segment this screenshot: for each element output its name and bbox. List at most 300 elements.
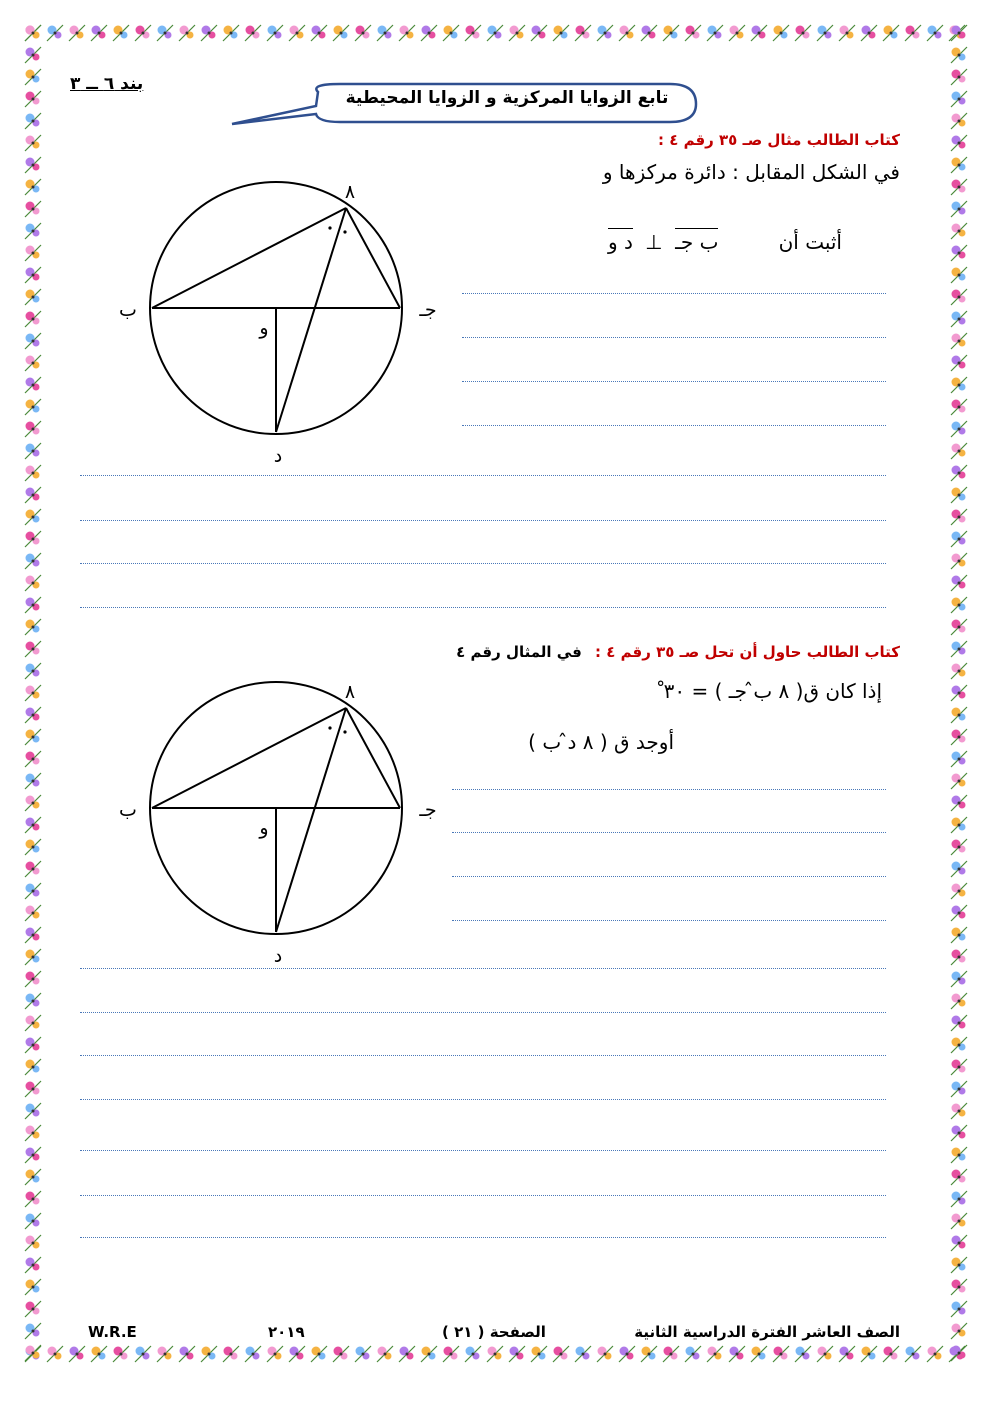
- flower-center: [274, 32, 277, 35]
- flower-center: [32, 758, 35, 761]
- flower-center: [958, 230, 961, 233]
- flower-ornament: [951, 531, 967, 547]
- flower-center: [670, 1353, 673, 1356]
- footer-course: الصف العاشر الفترة الدراسية الثانية: [634, 1323, 900, 1341]
- flower-center: [494, 1353, 497, 1356]
- flower-ornament: [773, 25, 789, 41]
- flower-ornament: [25, 817, 41, 833]
- flower-center: [958, 692, 961, 695]
- flower-center: [32, 54, 35, 57]
- flower-center: [626, 1353, 629, 1356]
- flower-center: [958, 626, 961, 629]
- angle-mark: [343, 730, 346, 733]
- flower-center: [32, 120, 35, 123]
- flower-center: [32, 1132, 35, 1135]
- flower-center: [958, 54, 961, 57]
- flower-ornament: [135, 1346, 151, 1362]
- flower-ornament: [25, 861, 41, 877]
- flower-center: [32, 1066, 35, 1069]
- flower-center: [958, 1110, 961, 1113]
- flower-ornament: [751, 1346, 767, 1362]
- flower-center: [958, 1000, 961, 1003]
- flower-ornament: [951, 333, 967, 349]
- flower-ornament: [399, 25, 415, 41]
- flower-center: [32, 450, 35, 453]
- flower-ornament: [773, 1346, 789, 1362]
- flower-center: [32, 670, 35, 673]
- flower-center: [958, 76, 961, 79]
- flower-center: [958, 428, 961, 431]
- flower-ornament: [553, 25, 569, 41]
- exercise-heading-suffix: في المثال رقم ٤: [456, 643, 582, 661]
- flower-center: [32, 76, 35, 79]
- flower-center: [32, 626, 35, 629]
- flower-ornament: [951, 1279, 967, 1295]
- flower-ornament: [951, 201, 967, 217]
- footer-author: W.R.E: [88, 1323, 137, 1341]
- flower-center: [230, 32, 233, 35]
- flower-ornament: [905, 25, 921, 41]
- flower-ornament: [951, 751, 967, 767]
- flower-ornament: [951, 1323, 967, 1339]
- flower-ornament: [91, 25, 107, 41]
- flower-ornament: [597, 25, 613, 41]
- flower-center: [780, 1353, 783, 1356]
- flower-center: [32, 142, 35, 145]
- flower-ornament: [951, 707, 967, 723]
- flower-center: [958, 978, 961, 981]
- flower-center: [32, 340, 35, 343]
- flower-ornament: [333, 25, 349, 41]
- flower-center: [958, 1264, 961, 1267]
- label-d: د: [273, 945, 283, 967]
- flower-ornament: [25, 597, 41, 613]
- flower-center: [846, 1353, 849, 1356]
- flower-center: [958, 560, 961, 563]
- flower-center: [958, 824, 961, 827]
- flower-ornament: [951, 1103, 967, 1119]
- flower-ornament: [951, 1345, 967, 1361]
- flower-ornament: [25, 289, 41, 305]
- answer-line: [80, 1055, 886, 1056]
- flower-ornament: [951, 267, 967, 283]
- flower-ornament: [951, 729, 967, 745]
- flower-center: [958, 1198, 961, 1201]
- flower-ornament: [223, 1346, 239, 1362]
- flower-center: [958, 318, 961, 321]
- flower-center: [958, 648, 961, 651]
- flower-ornament: [223, 25, 239, 41]
- flower-center: [958, 98, 961, 101]
- flower-ornament: [69, 25, 85, 41]
- answer-line: [462, 293, 886, 294]
- flower-center: [32, 868, 35, 871]
- answer-line: [452, 832, 886, 833]
- flower-center: [318, 32, 321, 35]
- flower-ornament: [25, 245, 41, 261]
- flower-center: [582, 32, 585, 35]
- flower-center: [958, 1308, 961, 1311]
- flower-center: [32, 428, 35, 431]
- flower-ornament: [509, 25, 525, 41]
- flower-center: [428, 1353, 431, 1356]
- flower-center: [958, 120, 961, 123]
- flower-center: [32, 516, 35, 519]
- flower-ornament: [575, 25, 591, 41]
- flower-ornament: [25, 113, 41, 129]
- flower-center: [692, 32, 695, 35]
- flower-ornament: [25, 267, 41, 283]
- flower-center: [868, 32, 871, 35]
- flower-ornament: [951, 795, 967, 811]
- flower-ornament: [157, 25, 173, 41]
- flower-center: [958, 1022, 961, 1025]
- flower-ornament: [641, 25, 657, 41]
- flower-ornament: [25, 1125, 41, 1141]
- flower-ornament: [951, 927, 967, 943]
- flower-ornament: [951, 1213, 967, 1229]
- flower-center: [912, 32, 915, 35]
- answer-line: [80, 475, 886, 476]
- exercise-heading: [456, 643, 900, 661]
- label-o: و: [259, 817, 269, 839]
- flower-ornament: [355, 25, 371, 41]
- flower-ornament: [25, 509, 41, 525]
- flower-center: [32, 494, 35, 497]
- answer-line: [80, 563, 886, 564]
- flower-center: [912, 1353, 915, 1356]
- flower-ornament: [157, 1346, 173, 1362]
- flower-center: [32, 406, 35, 409]
- flower-center: [32, 252, 35, 255]
- flower-center: [868, 1353, 871, 1356]
- segment-overline: [675, 228, 718, 229]
- flower-ornament: [729, 25, 745, 41]
- flower-ornament: [951, 1125, 967, 1141]
- label-a: ٨: [344, 681, 356, 703]
- flower-center: [958, 1132, 961, 1135]
- chord-ab: [152, 208, 346, 308]
- flower-center: [958, 406, 961, 409]
- flower-center: [736, 32, 739, 35]
- flower-ornament: [951, 135, 967, 151]
- flower-ornament: [951, 971, 967, 987]
- flower-center: [450, 1353, 453, 1356]
- flower-center: [208, 1353, 211, 1356]
- flower-center: [252, 1353, 255, 1356]
- flower-ornament: [443, 1346, 459, 1362]
- flower-center: [32, 1264, 35, 1267]
- prove-formula: [608, 230, 718, 254]
- flower-center: [958, 164, 961, 167]
- flower-center: [32, 1352, 35, 1355]
- example-statement: في الشكل المقابل : دائرة مركزها و: [602, 160, 900, 184]
- flower-ornament: [951, 1235, 967, 1251]
- flower-ornament: [951, 553, 967, 569]
- flower-ornament: [25, 663, 41, 679]
- flower-center: [780, 32, 783, 35]
- answer-line: [452, 789, 886, 790]
- perpendicular-symbol: ⊥: [645, 230, 663, 254]
- answer-line: [452, 920, 886, 921]
- flower-ornament: [69, 1346, 85, 1362]
- flower-center: [958, 846, 961, 849]
- answer-line: [462, 425, 886, 426]
- flower-ornament: [951, 289, 967, 305]
- flower-ornament: [685, 25, 701, 41]
- flower-ornament: [641, 1346, 657, 1362]
- flower-center: [32, 1154, 35, 1157]
- flower-ornament: [951, 223, 967, 239]
- flower-center: [958, 1154, 961, 1157]
- flower-center: [472, 1353, 475, 1356]
- flower-center: [670, 32, 673, 35]
- flower-center: [186, 1353, 189, 1356]
- flower-ornament: [25, 1191, 41, 1207]
- flower-ornament: [951, 355, 967, 371]
- flower-ornament: [465, 1346, 481, 1362]
- flower-center: [142, 32, 145, 35]
- label-o: و: [259, 317, 269, 339]
- flower-ornament: [951, 69, 967, 85]
- flower-ornament: [25, 751, 41, 767]
- flower-center: [32, 956, 35, 959]
- flower-ornament: [25, 1169, 41, 1185]
- flower-ornament: [465, 25, 481, 41]
- flower-ornament: [951, 1015, 967, 1031]
- flower-ornament: [25, 971, 41, 987]
- flower-ornament: [25, 69, 41, 85]
- flower-center: [32, 1286, 35, 1289]
- flower-center: [32, 648, 35, 651]
- flower-ornament: [951, 311, 967, 327]
- section-number: بند ٦ ــ ٣: [70, 74, 144, 94]
- flower-ornament: [509, 1346, 525, 1362]
- flower-ornament: [951, 663, 967, 679]
- chord-ab: [152, 708, 346, 808]
- flower-ornament: [25, 1103, 41, 1119]
- flower-center: [362, 1353, 365, 1356]
- flower-center: [32, 560, 35, 563]
- flower-ornament: [91, 1346, 107, 1362]
- flower-ornament: [25, 839, 41, 855]
- flower-center: [516, 32, 519, 35]
- flower-ornament: [685, 1346, 701, 1362]
- flower-center: [958, 1088, 961, 1091]
- flower-center: [958, 1044, 961, 1047]
- flower-center: [958, 274, 961, 277]
- flower-center: [958, 384, 961, 387]
- flower-center: [318, 1353, 321, 1356]
- flower-center: [958, 472, 961, 475]
- flower-ornament: [951, 883, 967, 899]
- flower-ornament: [245, 25, 261, 41]
- flower-center: [958, 1176, 961, 1179]
- flower-ornament: [25, 927, 41, 943]
- flower-center: [32, 1000, 35, 1003]
- flower-ornament: [951, 1191, 967, 1207]
- flower-center: [32, 362, 35, 365]
- flower-center: [252, 32, 255, 35]
- flower-ornament: [25, 201, 41, 217]
- decorative-border-bottom: [22, 1343, 970, 1365]
- flower-center: [958, 538, 961, 541]
- flower-center: [560, 1353, 563, 1356]
- flower-center: [296, 32, 299, 35]
- flower-center: [32, 274, 35, 277]
- flower-center: [32, 802, 35, 805]
- flower-ornament: [927, 25, 943, 41]
- flower-center: [802, 1353, 805, 1356]
- flower-ornament: [707, 1346, 723, 1362]
- flower-ornament: [951, 773, 967, 789]
- flower-center: [32, 32, 35, 35]
- flower-center: [32, 472, 35, 475]
- flower-center: [472, 32, 475, 35]
- flower-ornament: [663, 25, 679, 41]
- flower-center: [230, 1353, 233, 1356]
- flower-ornament: [951, 861, 967, 877]
- flower-ornament: [487, 1346, 503, 1362]
- flower-ornament: [25, 553, 41, 569]
- flower-center: [758, 32, 761, 35]
- flower-center: [32, 98, 35, 101]
- flower-center: [98, 32, 101, 35]
- flower-center: [494, 32, 497, 35]
- flower-ornament: [25, 949, 41, 965]
- flower-center: [32, 736, 35, 739]
- flower-center: [32, 186, 35, 189]
- flower-ornament: [25, 729, 41, 745]
- flower-center: [32, 296, 35, 299]
- decorative-border-left: [22, 22, 44, 1365]
- flower-ornament: [729, 1346, 745, 1362]
- flower-ornament: [113, 1346, 129, 1362]
- flower-center: [120, 32, 123, 35]
- flower-ornament: [25, 421, 41, 437]
- flower-center: [32, 1110, 35, 1113]
- flower-center: [32, 1176, 35, 1179]
- flower-center: [958, 736, 961, 739]
- flower-ornament: [25, 333, 41, 349]
- flower-ornament: [25, 47, 41, 63]
- flower-ornament: [25, 1345, 41, 1361]
- flower-ornament: [25, 575, 41, 591]
- flower-ornament: [839, 25, 855, 41]
- segment-bc: ب جـ: [675, 230, 719, 254]
- flower-center: [32, 1242, 35, 1245]
- flower-ornament: [951, 1257, 967, 1273]
- flower-center: [32, 1022, 35, 1025]
- answer-line: [80, 1012, 886, 1013]
- flower-ornament: [951, 91, 967, 107]
- flower-ornament: [25, 1059, 41, 1075]
- flower-ornament: [25, 773, 41, 789]
- flower-center: [340, 1353, 343, 1356]
- flower-ornament: [951, 905, 967, 921]
- flower-center: [428, 32, 431, 35]
- flower-center: [626, 32, 629, 35]
- flower-center: [958, 802, 961, 805]
- flower-ornament: [333, 1346, 349, 1362]
- flower-center: [32, 1044, 35, 1047]
- flower-center: [648, 1353, 651, 1356]
- flower-ornament: [951, 47, 967, 63]
- flower-ornament: [25, 157, 41, 173]
- flower-ornament: [951, 113, 967, 129]
- flower-center: [958, 912, 961, 915]
- flower-center: [958, 1242, 961, 1245]
- flower-ornament: [25, 1301, 41, 1317]
- flower-ornament: [883, 1346, 899, 1362]
- flower-ornament: [531, 1346, 547, 1362]
- label-c: جـ: [419, 299, 437, 321]
- flower-ornament: [25, 993, 41, 1009]
- flower-ornament: [135, 25, 151, 41]
- flower-ornament: [707, 25, 723, 41]
- flower-center: [958, 1330, 961, 1333]
- flower-center: [32, 538, 35, 541]
- answer-line: [80, 520, 886, 521]
- flower-center: [32, 604, 35, 607]
- flower-ornament: [663, 1346, 679, 1362]
- flower-ornament: [553, 1346, 569, 1362]
- flower-ornament: [951, 575, 967, 591]
- flower-ornament: [951, 1169, 967, 1185]
- flower-center: [890, 32, 893, 35]
- segment-do: د و: [608, 230, 633, 254]
- answer-line: [452, 876, 886, 877]
- flower-center: [714, 1353, 717, 1356]
- flower-ornament: [25, 619, 41, 635]
- flower-ornament: [47, 1346, 63, 1362]
- flower-center: [934, 32, 937, 35]
- flower-center: [32, 714, 35, 717]
- flower-center: [958, 186, 961, 189]
- flower-ornament: [25, 355, 41, 371]
- flower-ornament: [25, 487, 41, 503]
- flower-center: [958, 1352, 961, 1355]
- decorative-border-right: [948, 22, 970, 1365]
- flower-center: [958, 582, 961, 585]
- flower-center: [384, 32, 387, 35]
- flower-center: [648, 32, 651, 35]
- flower-ornament: [179, 1346, 195, 1362]
- flower-ornament: [25, 1279, 41, 1295]
- flower-ornament: [25, 531, 41, 547]
- flower-ornament: [839, 1346, 855, 1362]
- flower-center: [32, 384, 35, 387]
- flower-ornament: [951, 949, 967, 965]
- flower-ornament: [951, 839, 967, 855]
- flower-ornament: [575, 1346, 591, 1362]
- page-title: تابع الزوايا المركزية و الزوايا المحيطية: [345, 88, 669, 108]
- flower-ornament: [951, 421, 967, 437]
- flower-center: [164, 1353, 167, 1356]
- flower-ornament: [905, 1346, 921, 1362]
- flower-center: [958, 670, 961, 673]
- flower-center: [958, 1286, 961, 1289]
- flower-ornament: [377, 25, 393, 41]
- flower-ornament: [951, 641, 967, 657]
- flower-center: [296, 1353, 299, 1356]
- flower-center: [958, 494, 961, 497]
- flower-center: [32, 1088, 35, 1091]
- flower-center: [32, 978, 35, 981]
- flower-ornament: [951, 487, 967, 503]
- flower-center: [958, 890, 961, 893]
- flower-ornament: [289, 25, 305, 41]
